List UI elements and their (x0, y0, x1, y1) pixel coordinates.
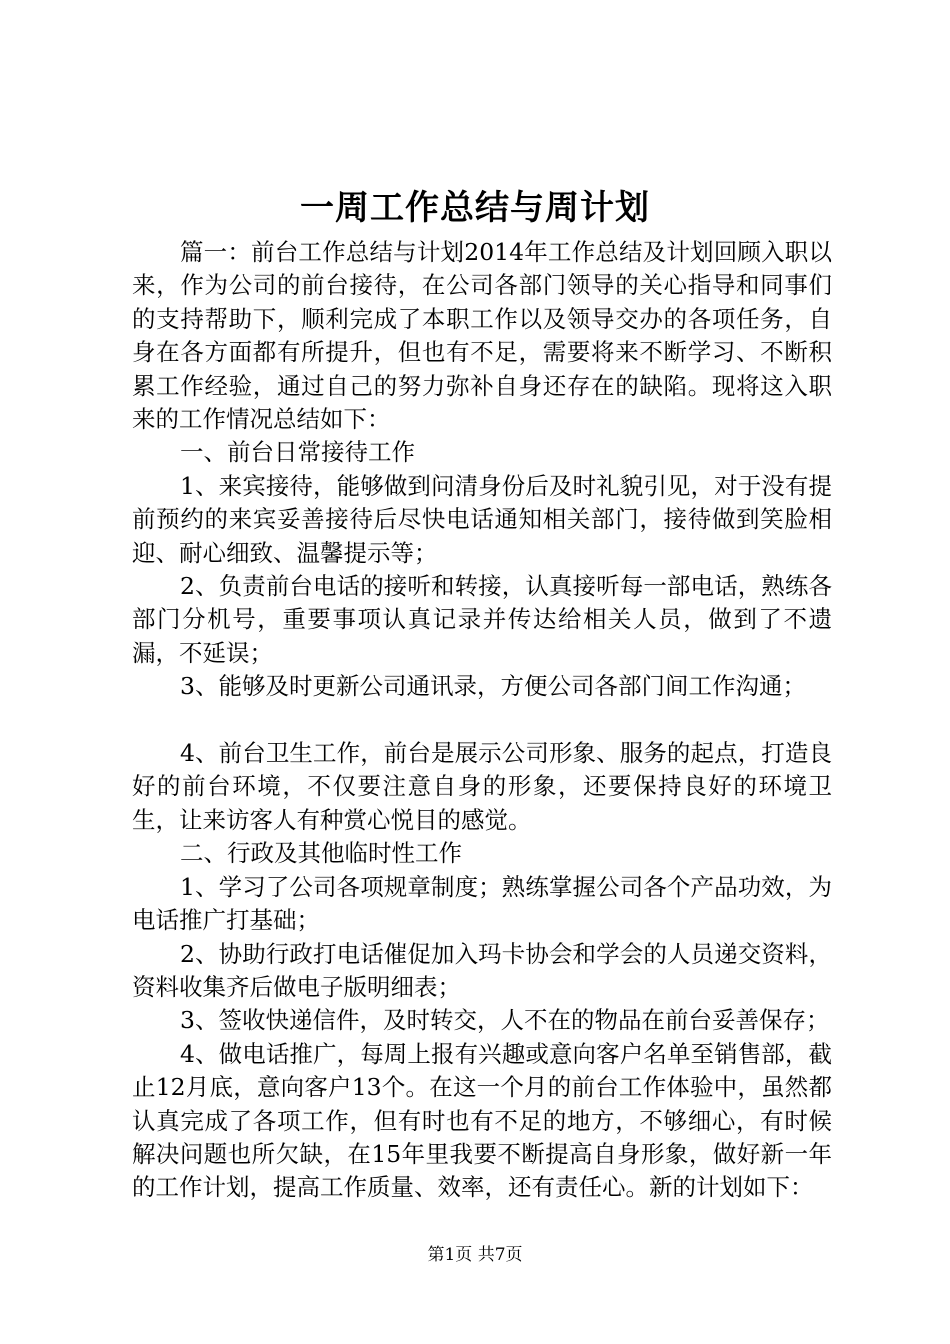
list-item-phone-handling: 2、负责前台电话的接听和转接，认真接听每一部电话，熟练各部门分机号，重要事项认真记录并传达给相关人员，做到了不遗漏，不延误； (132, 572, 832, 667)
section-heading-admin: 二、行政及其他临时性工作 (180, 839, 462, 868)
list-item-rules-study: 1、学习了公司各项规章制度；熟练掌握公司各个产品功效，为电话推广打基础； (132, 872, 832, 935)
list-item-guest-reception: 1、来宾接待，能够做到问清身份后及时礼貌引见，对于没有提前预约的来宾妥善接待后尽快电话通知相关部门，接待做到笑脸相迎、耐心细致、温馨提示等； (132, 471, 832, 567)
list-item-front-desk-hygiene: 4、前台卫生工作，前台是展示公司形象、服务的起点，打造良好的前台环境，不仅要注意自身的形象，还要保持良好的环境卫生，让来访客人有种赏心悦目的感觉。 (132, 739, 832, 834)
page-footer: 第1页 共7页 (427, 1245, 523, 1265)
document-body (132, 236, 832, 1205)
section-heading-reception: 一、前台日常接待工作 (180, 438, 415, 467)
document-title: 一周工作总结与周计划 (300, 188, 650, 228)
list-item-phone-promotion: 4、做电话推广，每周上报有兴趣或意向客户名单至销售部，截止12月底，意向客户13个。在这一个月的前台工作体验中，虽然都认真完成了各项工作，但有时也有不足的地方，不够细心，有时候解决问题也所欠缺，在15年里我要不断提高自身形象，做好新一年的工作计划，提高工作质量、效率，还有责任心。新的计划如下： (132, 1039, 832, 1202)
list-item-assist-admin: 2、协助行政打电话催促加入玛卡协会和学会的人员递交资料，资料收集齐后做电子版明细表； (132, 939, 832, 1001)
list-item-courier: 3、签收快递信件，及时转交，人不在的物品在前台妥善保存； (180, 1006, 830, 1035)
paragraph-intro: 篇一：前台工作总结与计划2014年工作总结及计划回顾入职以来，作为公司的前台接待，在公司各部门领导的关心指导和同事们的支持帮助下，顺利完成了本职工作以及领导交办的各项任务，自身在各方面都有所提升，但也有不足，需要将来不断学习、不断积累工作经验，通过自己的努力弥补自身还存在的缺陷。现将这入职来的工作情况总结如下： (132, 238, 832, 434)
list-item-directory-update: 3、能够及时更新公司通讯录，方便公司各部门间工作沟通； (180, 672, 806, 701)
